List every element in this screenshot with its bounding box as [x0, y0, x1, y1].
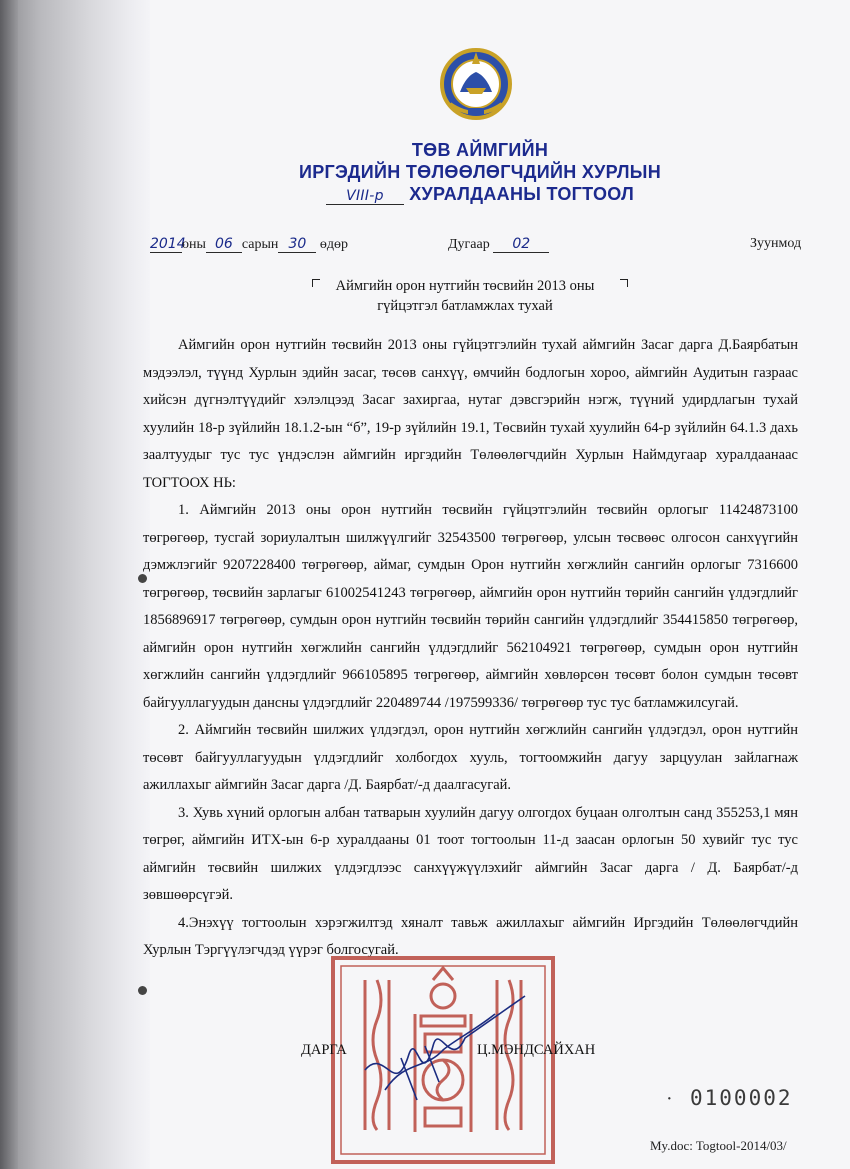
date-day-suffix: өдөр — [319, 237, 349, 252]
resolution-body — [143, 332, 798, 965]
official-seal-icon — [325, 950, 561, 1169]
serial-number-stamp: 0100002 — [690, 1086, 793, 1110]
punch-hole — [138, 574, 147, 583]
date-month: 06 — [206, 236, 242, 253]
header-line-3-text: ХУРАЛДААНЫ ТОГТООЛ — [409, 184, 635, 204]
item-1: 1. Аймгийн 2013 оны орон нутгийн төсвийн гүйцэтгэлийн төсвийн орлогыг 11424873100 төгрөгөөр, тусгай зориулалтын шилжүүлгийг 32543500 төгрөгөөр, улсын төсвөөс олгосон санхүүгийн дэмжлэгийг 9207228400 төгрөгөөр, аймаг, сумдын Орон нутгийн хөгжлийн сангийн орлогыг 7316600 төгрөгөөр, төсвийн зарлагыг 61002541243 төгрөгөөр, аймгийн орон нутгийн төрийн сангийн үлдэгдлийг 1856896917 төгрөгөөр, сумдын орон нутгийн төсвийн төрийн сангийн үлдэгдлийг 354415850 төгрөгөөр, аймгийн орон нутгийн хөгжлийн сангийн үлдэгдлийг 562104921 төгрөгөөр, сумдын орон нутгийн хөгжлийн сангийн үлдэгдлийг 966105895 төгрөгөөр, аймгийн хөвлөрсөн төсөвт болон сумдын төсөвт байгууллагуудын дансны үлдэгдлийг 220489744 /197599336/ төгрөгөөр тус тус батламжилсугай. — [143, 502, 798, 711]
book-binding-edge — [0, 0, 18, 1169]
subject-line-1: Аймгийн орон нутгийн төсвийн 2013 оны — [335, 278, 595, 294]
footer-file-reference: My.doc: Togtool-2014/03/ — [650, 1138, 787, 1153]
item-4: 4.Энэхүү тогтоолын хэрэгжилтэд хяналт тавьж ажиллахыг аймгийн Иргэдийн Төлөөлөгчдийн Хурлын Тэргүүлэгчдэд үүрэг болгосугай. — [143, 914, 798, 958]
book-binding-shadow — [0, 0, 150, 1169]
subject-title — [300, 276, 630, 316]
place: Зуунмод — [750, 236, 802, 251]
number-value: 02 — [493, 236, 549, 253]
header-line-3 — [200, 184, 760, 205]
stamp-dot: · — [666, 1088, 673, 1110]
item-2: 2. Аймгийн төсвийн шилжих үлдэгдэл, орон нутгийн хөгжлийн сангийн үлдэгдэл, орон нутгийн төсөвт байгууллагуудын үлдэгдлийг холбогдох хууль, тогтоомжийн дагуу зарцуулан зайлагнаж ажиллахыг аймгийн Засаг дарга /Д. Баярбат/-д даалгасугай. — [143, 722, 798, 793]
session-number-handwritten: VIII-р — [326, 188, 404, 205]
state-emblem-icon — [436, 42, 516, 122]
number-label: Дугаар — [448, 237, 490, 252]
date-year: 2014 — [150, 236, 186, 252]
punch-hole — [138, 986, 147, 995]
intro-paragraph: Аймгийн орон нутгийн төсвийн 2013 оны гүйцэтгэлийн тухай аймгийн Засаг дарга Д.Баярбатын мэдээлэл, түүнд Хурлын эдийн засаг, төсөв санхүү, өмчийн бодлогын хороо, аймгийн Аудитын газраас хийсэн дүгнэлтүүдийг хэлэлцээд Засаг захиргаа, нутаг дэвсгэрийн нэгж, түүний удирдлагын тухай хуулийн 18-р зүйлийн 18.1.2-ын “б”, 19-р зүйлийн 19.1, Төсвийн тухай хуулийн 64-р зүйлийн 64.1.3 дахь заалтуудыг тус тус үндэслэн аймгийн иргэдийн Төлөөлөгчдийн Хурлын Наймдугаар хуралдаанаас ТОГТООХ НЬ: — [143, 337, 798, 491]
date-line — [150, 236, 800, 253]
signature-name: Ц.МЭНДСАЙХАН — [477, 1042, 596, 1058]
date-year-suffix: оны — [182, 237, 206, 252]
date-day: 30 — [278, 236, 316, 253]
signature-title: ДАРГА — [301, 1042, 347, 1058]
document-number — [448, 236, 549, 253]
header-line-2: ИРГЭДИЙН ТӨЛӨӨЛӨГЧДИЙН ХУРЛЫН — [298, 162, 662, 182]
item-3: 3. Хувь хүний орлогын албан татварын хуулийн дагуу олгогдох буцаан олголтын санд 355253,1 мян төгрөг, аймгийн ИТХ-ын 6-р хуралдааны 01 тоот тогтоолын 11-д заасан орлогын 50 хувийг тус тус аймгийн төсвийн шилжих үлдэгдлээс санхүүжүүлэхийг аймгийн Засаг дарга / Д. Баярбат/-д зөвшөөрсүгэй. — [143, 804, 798, 903]
header-line-1: ТӨВ АЙМГИЙН — [411, 140, 549, 160]
date-month-suffix: сарын — [241, 237, 279, 252]
subject-line-2: гүйцэтгэл батламжлах тухай — [377, 298, 553, 314]
